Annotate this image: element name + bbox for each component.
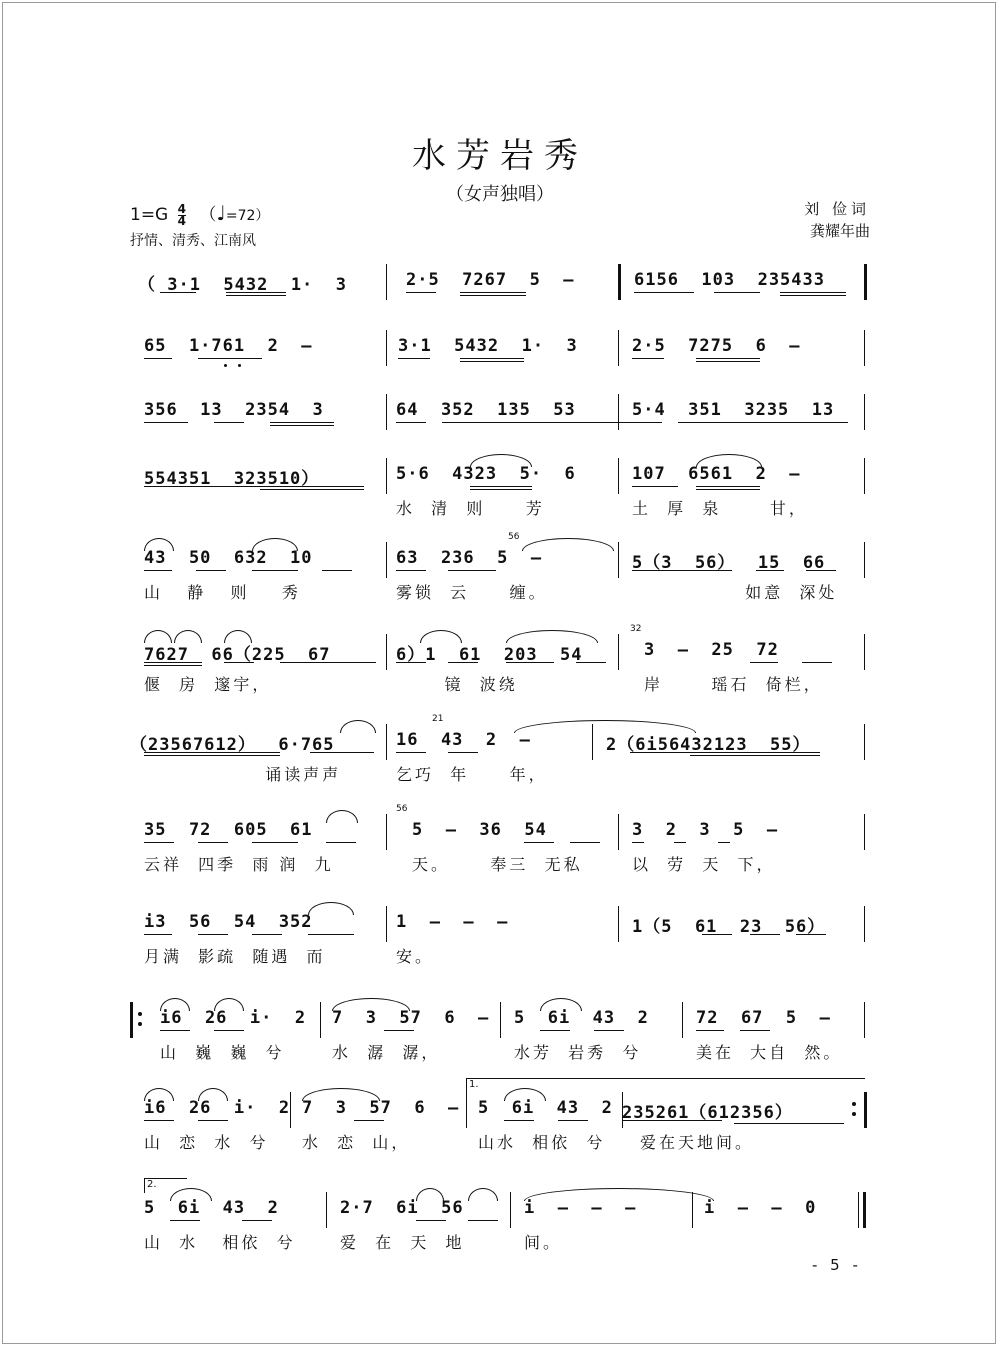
underline [270, 425, 334, 426]
measure: 3 2 3 5 — [632, 820, 779, 840]
underline [448, 570, 496, 571]
key-prefix: 1=G [130, 205, 169, 225]
underline [630, 752, 820, 753]
underline [170, 1220, 200, 1221]
slur [214, 998, 244, 1011]
underline [460, 361, 524, 362]
song-title: 水芳岩秀 [412, 136, 588, 176]
barline [386, 542, 387, 578]
style-text: 抒情、清秀、江南风 [130, 233, 256, 249]
underline [460, 295, 526, 296]
measure: 107 6561 2 — [632, 464, 801, 484]
underline [322, 570, 352, 571]
underline [144, 755, 280, 756]
slur [144, 630, 172, 643]
slur [144, 1088, 174, 1101]
measure: 235261（612356） [622, 1103, 793, 1123]
score-row-8 [130, 804, 870, 874]
barline [386, 634, 387, 670]
measure: 16 43 2 — [396, 730, 531, 750]
underline [740, 1030, 770, 1031]
measure: 3 — 25 72 [644, 640, 779, 660]
underline [198, 842, 228, 843]
underline [160, 292, 196, 293]
underline [702, 934, 732, 935]
underline [396, 422, 426, 423]
underline [696, 361, 760, 362]
underline [470, 486, 532, 487]
underline [756, 570, 784, 571]
measure: 5·6 4323 5· 6 [396, 464, 576, 484]
volta-2: 2. [144, 1178, 187, 1193]
underline [198, 358, 262, 359]
repeat-start-barline [130, 1002, 133, 1038]
barline [864, 330, 865, 366]
underline [460, 358, 524, 359]
barline [386, 814, 387, 850]
underline [196, 570, 226, 571]
measure: 1（5 61 23 56） [632, 917, 826, 937]
lyrics-line: 偃 房 邃宇， [144, 675, 272, 694]
page-number: - 5 - [812, 1256, 862, 1274]
underline [398, 358, 430, 359]
lyrics-line: 岸 瑶石 倚栏， [644, 675, 823, 694]
barline [864, 264, 867, 300]
lyricist: 刘 俭词 [804, 200, 870, 218]
measure: （ 3·1 5432 1· 3 [138, 275, 347, 295]
underline [160, 1030, 190, 1031]
barline [682, 1002, 683, 1038]
underline [718, 842, 730, 843]
slur [696, 454, 762, 467]
barline [510, 1192, 511, 1228]
underline [416, 1220, 446, 1221]
barline [864, 394, 865, 430]
underline [326, 842, 356, 843]
slur [540, 998, 582, 1011]
underline [226, 292, 286, 293]
barline [466, 1092, 467, 1128]
barline [618, 394, 619, 430]
lyrics-line: 土 厚 泉 甘， [632, 499, 808, 518]
slur [340, 720, 376, 733]
underline [622, 1120, 722, 1121]
final-barline-thick [863, 1192, 866, 1228]
score-row-10 [130, 996, 870, 1062]
barline [618, 814, 619, 850]
underline [354, 1120, 384, 1121]
underline [524, 842, 554, 843]
slur [302, 1088, 380, 1101]
score-row-9 [130, 900, 870, 966]
underline [144, 422, 188, 423]
underline [144, 662, 202, 663]
measure: 2·7 6i 56 [340, 1198, 464, 1218]
lyrics-line: 如意 深处 [632, 583, 838, 602]
barline [500, 1002, 501, 1038]
measure: 5 — 36 54 [412, 820, 547, 840]
slur [468, 1188, 498, 1201]
lyrics-line: 间。 [524, 1233, 563, 1252]
underline [252, 842, 298, 843]
underline [270, 422, 334, 423]
measure: 6156 103 235433 [634, 270, 825, 290]
score-row-7 [130, 714, 870, 784]
lyrics-line: 水芳 岩秀 兮 [514, 1043, 642, 1062]
measure: i — — — [524, 1198, 637, 1218]
grace-note: 32 [630, 624, 642, 634]
underline [406, 292, 436, 293]
underline [252, 934, 282, 935]
lyrics-line: 山 水 相依 兮 [144, 1233, 296, 1252]
underline [144, 358, 172, 359]
underline [734, 1123, 844, 1124]
barline [864, 814, 865, 850]
measure: 3·1 5432 1· 3 [398, 336, 578, 356]
underline [396, 752, 426, 753]
barline [618, 330, 619, 366]
underline [696, 1030, 724, 1031]
repeat-dots [138, 1010, 142, 1028]
underline [696, 358, 760, 359]
underline [780, 295, 846, 296]
barline [864, 634, 865, 670]
lyrics-line: 山 恋 水 兮 [144, 1133, 269, 1152]
underline [448, 752, 478, 753]
measure: 2·5 7267 5 — [406, 270, 575, 290]
measure: 63 236 5 — [396, 548, 543, 568]
measure: 72 67 5 — [696, 1008, 831, 1028]
slur [506, 630, 598, 643]
underline [396, 570, 426, 571]
lyrics-line: 月满 影疏 随遇 而 [144, 947, 326, 966]
underline [448, 662, 478, 663]
underline [634, 292, 694, 293]
underline [690, 755, 820, 756]
repeat-end-barline [864, 1092, 867, 1128]
lyrics-line: 水 清 则 芳 [396, 499, 545, 518]
measure: 2（6i56432123 55） [606, 735, 811, 755]
barline [618, 542, 619, 578]
barline [618, 458, 619, 494]
underline [558, 1120, 588, 1121]
lyrics-line: 云祥 四季 雨 润 九 [144, 855, 334, 874]
underline [632, 570, 732, 571]
barline [386, 264, 387, 300]
underline [506, 662, 554, 663]
lyrics-line: 爱在天地间。 [640, 1133, 755, 1152]
underline [214, 1030, 244, 1031]
barline [618, 634, 619, 670]
measure: 5 6i 43 2 [514, 1008, 649, 1028]
slur [470, 454, 532, 467]
underline [570, 842, 600, 843]
underline [144, 665, 202, 666]
underline [198, 934, 228, 935]
slur [198, 1088, 228, 1101]
slur [308, 902, 354, 915]
underline [260, 489, 364, 490]
underline [632, 842, 644, 843]
slur [332, 998, 410, 1011]
underline [144, 842, 174, 843]
measure: 356 13 2354 3 [144, 400, 324, 420]
underline [696, 489, 760, 490]
barline [864, 1002, 865, 1038]
underline [242, 1220, 272, 1221]
measure: 7627 66（225 67 [144, 645, 331, 665]
tempo-open: （ [199, 205, 217, 225]
measure: i6 26 i· 2 [160, 1008, 307, 1028]
underline [442, 422, 652, 423]
lyrics-line: 雾锁 云 缠。 [396, 583, 548, 602]
underline [310, 752, 374, 753]
underline [796, 934, 826, 935]
lyrics-line: 爱 在 天 地 [340, 1233, 465, 1252]
grace-note: 56 [508, 532, 520, 542]
underline [632, 422, 662, 423]
underline [674, 842, 686, 843]
lyrics-line: 乞巧 年 年， [396, 765, 548, 784]
score-row-2 [130, 324, 870, 384]
lyrics-line: 山 巍 巍 兮 [160, 1043, 285, 1062]
key-signature [130, 200, 269, 227]
underline [224, 662, 254, 663]
barline [386, 724, 387, 760]
score-row-1 [130, 258, 870, 318]
underline [696, 486, 760, 487]
underline [632, 486, 678, 487]
lyrics-line: 以 劳 天 下， [632, 855, 776, 874]
measure: i — — 0 [704, 1198, 817, 1218]
underline [750, 934, 780, 935]
score-row-12 [130, 1179, 870, 1252]
measure: 35 72 605 61 [144, 820, 313, 840]
underline [806, 570, 836, 571]
measure: （23567612） 6·765 [130, 735, 335, 755]
score-row-11 [130, 1079, 870, 1152]
underline [750, 662, 778, 663]
quarter-note-icon: ♩ [216, 201, 226, 225]
underline [540, 1030, 570, 1031]
underline [468, 1220, 498, 1221]
measure: 5·4 351 3235 13 [632, 400, 835, 420]
beats-bottom: 4 [177, 213, 186, 228]
underline [198, 1120, 228, 1121]
barline [386, 906, 387, 942]
measure: 2·5 7275 6 — [632, 336, 801, 356]
repeat-dots [852, 1100, 856, 1118]
barline [618, 906, 619, 942]
underline [214, 422, 244, 423]
slur [144, 538, 174, 551]
lyrics-line: 天。 奉三 无私 [412, 855, 583, 874]
grace-note: 56 [396, 804, 408, 814]
barline [386, 330, 387, 366]
slur [416, 1188, 444, 1201]
barline [692, 1192, 693, 1228]
measure: 5 6i 43 2 [144, 1198, 279, 1218]
barline [864, 458, 865, 494]
song-subtitle: （女声独唱） [446, 184, 554, 205]
barline [386, 458, 387, 494]
time-signature [177, 201, 186, 228]
measure: 6）1 61 203 54 [396, 645, 583, 665]
slur [224, 630, 252, 643]
grace-note: 21 [432, 714, 444, 724]
underline [678, 422, 848, 423]
underline [802, 662, 832, 663]
underline [632, 358, 664, 359]
underline [504, 1120, 534, 1121]
measure: 65 1·761 2 — [144, 336, 313, 356]
volta-1: 1. [466, 1078, 865, 1093]
underline [308, 934, 354, 935]
slur [174, 630, 202, 643]
lyrics-line: 水 潺 潺， [332, 1043, 441, 1062]
barline [864, 906, 865, 942]
score-row-4 [130, 452, 870, 518]
low-dot [238, 364, 241, 367]
lyrics-line: 诵读声声 [144, 765, 342, 784]
lyrics-line: 山水 相依 兮 [478, 1133, 606, 1152]
score-row-6 [130, 624, 870, 694]
measure: i3 56 54 352 [144, 912, 313, 932]
underline [714, 292, 760, 293]
barline [864, 542, 865, 578]
score-row-5 [130, 532, 870, 602]
underline [144, 486, 364, 487]
barline [864, 724, 865, 760]
tempo-value: =72） [225, 208, 270, 224]
final-barline-thin [858, 1192, 859, 1228]
measure: 7 3 57 6 — [332, 1008, 490, 1028]
measure: 5（3 56） 15 66 [632, 553, 826, 573]
measure: 554351 323510） [144, 469, 320, 489]
barline [386, 394, 387, 430]
lyrics-line: 镜 波绕 [396, 675, 518, 694]
underline [226, 295, 286, 296]
slur [522, 538, 614, 551]
underline [384, 1030, 414, 1031]
measure: 5 6i 43 2 [478, 1098, 613, 1118]
barline [290, 1092, 291, 1128]
measure: 7 3 57 6 — [302, 1098, 460, 1118]
composer: 龚耀年曲 [809, 222, 870, 240]
underline [144, 1120, 174, 1121]
lyrics-line: 山 静 则 秀 [144, 583, 301, 602]
underline [144, 752, 280, 753]
underline [144, 934, 172, 935]
measure: 1 — — — [396, 912, 509, 932]
beats-top: 4 [177, 201, 186, 216]
low-dot [224, 364, 227, 367]
measure: i6 26 i· 2 [144, 1098, 291, 1118]
underline [252, 570, 298, 571]
underline [144, 570, 172, 571]
measure: 64 352 135 53 [396, 400, 576, 420]
slur [420, 630, 462, 643]
underline [470, 489, 532, 490]
underline [396, 662, 426, 663]
barline [618, 264, 621, 300]
score-row-3 [130, 388, 870, 448]
slur [326, 810, 358, 823]
underline [280, 662, 376, 663]
underline [460, 292, 526, 293]
barline [320, 1002, 321, 1038]
measure: 43 50 632 10 [144, 548, 313, 568]
barline [592, 724, 593, 760]
lyrics-line: 安。 [396, 947, 435, 966]
lyrics-line: 水 恋 山， [302, 1133, 411, 1152]
slur [160, 998, 190, 1011]
barline [326, 1192, 327, 1228]
underline [780, 292, 846, 293]
slur [524, 1188, 714, 1201]
underline [594, 1030, 624, 1031]
underline [576, 662, 606, 663]
lyrics-line: 美在 大自 然。 [696, 1043, 843, 1062]
slur [252, 538, 298, 551]
